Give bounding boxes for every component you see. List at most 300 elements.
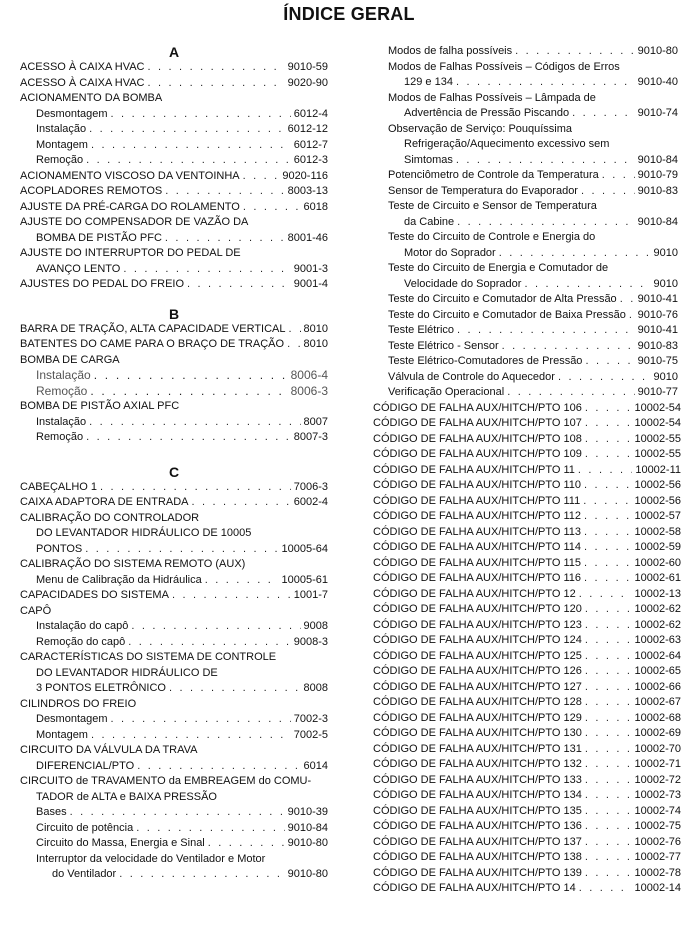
index-entry[interactable] [20, 619, 328, 635]
section-letter: A [168, 44, 180, 60]
index-entry-label: CARACTERÍSTICAS DO SISTEMA DE CONTROLE [20, 651, 277, 663]
index-entry-label: Teste do Circuito e Comutador de Alta Pressão [388, 293, 617, 305]
index-entry-page: 10002-65 [634, 665, 681, 677]
index-entry[interactable] [388, 354, 678, 370]
index-entry-label: Teste do Circuito de Energia e Comutador de [388, 262, 609, 274]
index-entry-page: 10002-58 [634, 525, 681, 538]
index-entry-label: CIRCUITO DA VÁLVULA DA TRAVA [20, 744, 198, 756]
index-entry[interactable] [20, 138, 328, 154]
index-entry-label: TADOR de ALTA e BAIXA PRESSÃO [36, 790, 217, 803]
dot-leader [137, 759, 300, 775]
index-entry-page: 10002-75 [634, 820, 681, 832]
index-entry-page: 10002-62 [634, 618, 681, 631]
dot-leader [579, 881, 632, 897]
index-entry[interactable] [388, 246, 678, 262]
index-entry[interactable] [373, 525, 681, 541]
dot-leader [91, 728, 291, 744]
dot-leader [507, 385, 634, 401]
index-entry-label: Modos de Falhas Possíveis – Códigos de Erros [388, 60, 620, 73]
index-entry-label: CÓDIGO DE FALHA AUX/HITCH/PTO 106 [373, 401, 582, 414]
index-entry[interactable] [373, 556, 681, 572]
index-entry-page: 9010 [653, 277, 678, 290]
index-entry[interactable] [20, 511, 328, 527]
index-entry-page: 10002-74 [634, 804, 681, 817]
index-entry[interactable] [373, 509, 681, 525]
index-entry[interactable] [20, 277, 328, 293]
dot-leader [585, 447, 632, 463]
index-entry[interactable] [373, 602, 681, 618]
index-entry-label: Montagem [36, 728, 88, 741]
index-entry-label: CÓDIGO DE FALHA AUX/HITCH/PTO 128 [373, 696, 582, 708]
index-entry-page: 9010-84 [287, 821, 328, 834]
index-entry-page: 10002-57 [634, 510, 681, 522]
dot-leader [499, 246, 651, 262]
index-entry[interactable] [388, 199, 678, 215]
dot-leader [585, 819, 632, 835]
index-entry[interactable] [20, 430, 328, 446]
index-entry-page: 10002-13 [634, 587, 681, 600]
index-entry[interactable] [20, 215, 328, 231]
index-entry[interactable] [388, 370, 678, 386]
index-entry-label: CÓDIGO DE FALHA AUX/HITCH/PTO 123 [373, 618, 582, 631]
index-entry[interactable] [373, 401, 681, 417]
index-entry-label: Verificação Operacional [388, 386, 505, 398]
dot-leader [192, 495, 291, 511]
index-entry[interactable] [373, 649, 681, 665]
index-entry[interactable] [20, 790, 328, 806]
index-entry-label: AJUSTE DO COMPENSADOR DE VAZÃO DA [20, 216, 249, 228]
index-entry-label: CÓDIGO DE FALHA AUX/HITCH/PTO 109 [373, 448, 582, 460]
index-entry-page: 10002-59 [634, 541, 681, 553]
index-entry-label: CÓDIGO DE FALHA AUX/HITCH/PTO 113 [373, 525, 582, 538]
index-entry[interactable] [388, 277, 678, 293]
index-entry[interactable] [20, 867, 328, 883]
index-entry-page: 9010-80 [287, 868, 328, 880]
index-entry-label: CÓDIGO DE FALHA AUX/HITCH/PTO 107 [373, 417, 582, 429]
index-entry-label: Teste Elétrico - Sensor [388, 339, 499, 352]
index-entry[interactable] [373, 587, 681, 603]
index-entry[interactable] [20, 542, 328, 558]
dot-leader [187, 277, 291, 293]
dot-leader [620, 292, 635, 308]
index-entry-label: Remoção [36, 431, 84, 443]
index-entry-label: ACESSO À CAIXA HVAC [20, 61, 145, 73]
dot-leader [585, 711, 632, 727]
index-entry[interactable] [373, 788, 681, 804]
dot-leader [205, 573, 279, 589]
dot-leader [585, 773, 632, 789]
index-entry-label: Teste do Circuito e Comutador de Baixa Pressão [388, 308, 626, 321]
index-entry-page: 10002-54 [634, 417, 681, 429]
index-entry[interactable] [388, 292, 678, 308]
section-letter: B [168, 305, 180, 322]
index-entry-page: 6002-4 [293, 496, 328, 508]
dot-leader [287, 337, 300, 353]
index-entry-label: CÓDIGO DE FALHA AUX/HITCH/PTO 124 [373, 634, 582, 646]
index-entry-page: 9001-4 [293, 278, 328, 290]
index-entry-label: CÓDIGO DE FALHA AUX/HITCH/PTO 114 [373, 541, 582, 553]
index-entry[interactable] [373, 633, 681, 649]
dot-leader [579, 587, 632, 603]
index-entry[interactable] [373, 835, 681, 851]
index-entry[interactable] [20, 557, 328, 573]
dot-leader [123, 262, 290, 278]
index-entry[interactable] [388, 230, 678, 246]
index-entry[interactable] [20, 666, 328, 682]
index-entry-label: BOMBA DE CARGA [20, 353, 120, 366]
dot-leader [169, 681, 301, 697]
dot-leader [585, 866, 632, 882]
index-entry[interactable] [20, 246, 328, 262]
dot-leader [119, 867, 284, 883]
index-entry-label: CÓDIGO DE FALHA AUX/HITCH/PTO 14 [373, 882, 576, 894]
index-entry-page: 6012-4 [293, 107, 328, 120]
index-entry[interactable] [388, 137, 678, 153]
index-entry[interactable] [373, 757, 681, 773]
index-entry-label: AJUSTE DA PRÉ-CARGA DO ROLAMENTO [20, 200, 240, 213]
index-entry[interactable] [20, 805, 328, 821]
index-entry-label: Observação de Serviço: Pouquíssima [388, 122, 573, 135]
index-entry-page: 10002-63 [634, 634, 681, 646]
index-entry[interactable] [20, 169, 328, 185]
index-entry-page: 9010-76 [637, 308, 678, 321]
index-entry-page: 9010-83 [637, 339, 678, 352]
index-entry-label: Sensor de Temperatura do Evaporador [388, 184, 578, 197]
index-entry-page: 10002-60 [634, 556, 681, 569]
index-entry-label: Remoção [36, 383, 88, 398]
dot-leader [128, 635, 290, 651]
index-entry-label: CALIBRAÇÃO DO SISTEMA REMOTO (AUX) [20, 558, 246, 570]
index-entry[interactable] [20, 415, 328, 431]
dot-leader [94, 368, 288, 384]
index-entry-page: 9010-80 [637, 45, 678, 57]
dot-leader [136, 821, 284, 837]
dot-leader [456, 75, 635, 91]
index-entry-label: CÓDIGO DE FALHA AUX/HITCH/PTO 111 [373, 494, 581, 507]
index-entry[interactable] [20, 384, 328, 400]
index-entry-label: CÓDIGO DE FALHA AUX/HITCH/PTO 112 [373, 510, 582, 522]
dot-leader [208, 836, 285, 852]
dot-leader [572, 106, 635, 122]
index-entry-label: Remoção [36, 154, 84, 166]
index-column-left [20, 40, 328, 883]
index-entry[interactable] [373, 726, 681, 742]
index-entry[interactable] [20, 153, 328, 169]
index-entry-label: DO LEVANTADOR HIDRÁULICO DE [36, 666, 218, 679]
index-entry[interactable] [388, 323, 678, 339]
dot-leader [456, 153, 635, 169]
index-entry-page: 8006-3 [290, 383, 328, 398]
index-entry-page: 9008-3 [293, 635, 328, 648]
dot-leader [91, 138, 291, 154]
dot-leader [585, 680, 632, 696]
index-entry-label: Instalação [36, 415, 87, 428]
dot-leader [70, 805, 285, 821]
index-entry[interactable] [20, 76, 328, 92]
index-entry-label: CIRCUITO de TRAVAMENTO da EMBREAGEM do COMU- [20, 775, 312, 787]
index-entry-label: CÓDIGO DE FALHA AUX/HITCH/PTO 134 [373, 789, 582, 801]
index-entry-page: 10005-64 [281, 542, 328, 555]
index-entry-label: CÓDIGO DE FALHA AUX/HITCH/PTO 120 [373, 603, 582, 615]
index-entry-label: CÓDIGO DE FALHA AUX/HITCH/PTO 132 [373, 758, 582, 770]
index-entry-page: 10002-77 [634, 851, 681, 863]
index-entry-page: 10002-11 [635, 463, 681, 476]
index-entry-label: CÓDIGO DE FALHA AUX/HITCH/PTO 129 [373, 711, 582, 724]
index-entry-label: 3 PONTOS ELETRÔNICO [36, 682, 166, 694]
index-entry[interactable] [373, 881, 681, 897]
dot-leader [243, 169, 280, 185]
dot-leader [585, 354, 634, 370]
dot-leader [578, 463, 632, 479]
index-entry[interactable] [20, 368, 328, 384]
index-entry-page: 10002-78 [634, 866, 681, 879]
index-entry[interactable] [373, 618, 681, 634]
index-entry[interactable] [373, 804, 681, 820]
dot-leader [86, 430, 291, 446]
dot-leader [585, 835, 632, 851]
index-entry[interactable] [388, 106, 678, 122]
index-entry-page: 9010-40 [637, 76, 678, 88]
index-entry[interactable] [20, 650, 328, 666]
index-entry[interactable] [20, 231, 328, 247]
index-entry-page: 8006-4 [290, 368, 328, 382]
index-entry-label: AJUSTE DO INTERRUPTOR DO PEDAL DE [20, 247, 241, 259]
dot-leader [100, 480, 291, 496]
index-entry-label: CÓDIGO DE FALHA AUX/HITCH/PTO 136 [373, 820, 582, 832]
index-entry-page: 10002-71 [634, 758, 681, 770]
index-entry[interactable] [20, 480, 328, 496]
dot-leader [584, 540, 631, 556]
index-entry-label: CAIXA ADAPTORA DE ENTRADA [20, 496, 189, 508]
index-entry[interactable] [388, 153, 678, 169]
dot-leader [585, 618, 632, 634]
index-entry[interactable] [373, 463, 681, 479]
index-entry-label: AJUSTES DO PEDAL DO FREIO [20, 278, 185, 290]
index-entry[interactable] [388, 184, 678, 200]
index-entry[interactable] [20, 122, 328, 138]
dot-leader [457, 215, 634, 231]
index-entry[interactable] [20, 184, 328, 200]
index-entry-label: AVANÇO LENTO [36, 262, 121, 275]
index-entry[interactable] [373, 571, 681, 587]
index-entry[interactable] [388, 215, 678, 231]
index-entry[interactable] [20, 697, 328, 713]
index-entry-label: Bases [36, 806, 67, 818]
index-entry-page: 10002-14 [634, 882, 681, 894]
page-title: ÍNDICE GERAL [283, 4, 415, 24]
index-entry-page: 6018 [303, 200, 328, 213]
index-entry[interactable] [20, 821, 328, 837]
index-entry-label: CÓDIGO DE FALHA AUX/HITCH/PTO 125 [373, 649, 582, 662]
index-entry[interactable] [373, 695, 681, 711]
index-entry[interactable] [388, 339, 678, 355]
dot-leader [585, 788, 632, 804]
index-entry-label: Refrigeração/Aquecimento excessivo sem [404, 138, 610, 150]
index-entry[interactable] [373, 416, 681, 432]
index-entry-page: 9010-59 [287, 61, 328, 73]
index-entry[interactable] [388, 60, 678, 76]
index-entry[interactable] [373, 494, 681, 510]
dot-leader [85, 542, 278, 558]
index-entry[interactable] [373, 742, 681, 758]
index-entry-page: 9010-80 [287, 837, 328, 849]
index-entry[interactable] [373, 711, 681, 727]
dot-leader [585, 602, 632, 618]
index-entry[interactable] [20, 728, 328, 744]
index-entry[interactable] [20, 399, 328, 415]
dot-leader [585, 804, 632, 820]
index-entry[interactable] [20, 262, 328, 278]
index-entry-page: 8007 [303, 415, 328, 428]
index-entry[interactable] [20, 681, 328, 697]
section-letter: C [168, 463, 180, 480]
index-entry-label: Interruptor da velocidade do Ventilador e Motor [36, 852, 266, 865]
index-entry[interactable] [20, 774, 328, 790]
index-column-right-codes [373, 401, 681, 897]
index-entry[interactable] [20, 495, 328, 511]
index-entry-label: CÓDIGO DE FALHA AUX/HITCH/PTO 115 [373, 556, 582, 569]
index-entry[interactable] [20, 836, 328, 852]
index-entry-page: 9010 [653, 370, 678, 383]
index-entry-page: 8008 [303, 682, 328, 694]
index-entry[interactable] [388, 122, 678, 138]
index-entry-page: 9010 [653, 246, 678, 259]
index-entry-label: CÓDIGO DE FALHA AUX/HITCH/PTO 135 [373, 804, 582, 817]
dot-leader [585, 757, 632, 773]
index-entry-page: 10002-69 [634, 727, 681, 739]
dot-leader [89, 122, 284, 138]
index-entry[interactable] [20, 322, 328, 338]
dot-leader [585, 432, 632, 448]
dot-leader [86, 153, 291, 169]
index-entry-page: 7006-3 [293, 480, 328, 493]
index-entry-page: 10002-56 [634, 494, 681, 507]
index-entry[interactable] [388, 308, 678, 324]
index-entry[interactable] [20, 604, 328, 620]
index-entry-label: CÓDIGO DE FALHA AUX/HITCH/PTO 127 [373, 680, 582, 693]
index-entry[interactable] [373, 478, 681, 494]
dot-leader [602, 168, 635, 184]
index-entry[interactable] [388, 385, 678, 401]
dot-leader [584, 509, 631, 525]
index-entry-label: Teste Elétrico-Comutadores de Pressão [388, 355, 583, 367]
index-entry[interactable] [373, 680, 681, 696]
index-entry-page: 9010-74 [637, 107, 678, 119]
index-entry-label: Circuito de potência [36, 821, 134, 834]
index-entry[interactable] [373, 850, 681, 866]
dot-leader [585, 416, 632, 432]
index-entry-page: 10002-61 [634, 572, 681, 584]
index-entry[interactable] [20, 200, 328, 216]
index-entry[interactable] [20, 759, 328, 775]
index-entry-label: ACIONAMENTO DA BOMBA [20, 92, 163, 104]
index-entry[interactable] [373, 664, 681, 680]
index-entry[interactable] [20, 337, 328, 353]
dot-leader [581, 184, 635, 200]
dot-leader [584, 478, 631, 494]
index-entry-page: 6012-3 [293, 154, 328, 166]
index-entry-label: Remoção do capô [36, 635, 126, 648]
index-entry-label: Instalação [36, 123, 87, 135]
index-entry-page: 8003-13 [287, 185, 328, 197]
index-entry-label: Instalação do capô [36, 620, 129, 632]
index-entry[interactable] [388, 91, 678, 107]
index-entry[interactable] [388, 75, 678, 91]
index-entry-page: 10002-62 [634, 603, 681, 615]
index-entry-label: do Ventilador [52, 868, 117, 880]
index-entry-label: Teste do Circuito de Controle e Energia do [388, 231, 596, 243]
index-entry[interactable] [20, 635, 328, 651]
index-entry-label: CALIBRAÇÃO DO CONTROLADOR [20, 511, 200, 524]
index-entry-page: 9010-41 [637, 324, 678, 336]
dot-leader [524, 277, 650, 293]
index-entry[interactable] [373, 447, 681, 463]
dot-leader [584, 525, 631, 541]
dot-leader [585, 649, 632, 665]
index-entry[interactable] [20, 712, 328, 728]
index-entry[interactable] [20, 91, 328, 107]
index-entry[interactable] [373, 866, 681, 882]
index-entry[interactable] [20, 107, 328, 123]
index-entry-label: CABEÇALHO 1 [20, 480, 98, 493]
index-entry[interactable] [388, 168, 678, 184]
index-entry[interactable] [20, 852, 328, 868]
dot-leader [289, 322, 301, 338]
index-entry[interactable] [373, 819, 681, 835]
dot-leader [515, 44, 634, 60]
index-entry-label: CÓDIGO DE FALHA AUX/HITCH/PTO 12 [373, 587, 576, 600]
dot-leader [243, 200, 301, 216]
index-entry-label: da Cabine [404, 215, 455, 228]
index-entry[interactable] [388, 44, 678, 60]
dot-leader [148, 76, 285, 92]
index-entry[interactable] [20, 588, 328, 604]
index-entry[interactable] [20, 353, 328, 369]
index-entry[interactable] [373, 540, 681, 556]
index-entry-page: 10002-68 [634, 711, 681, 724]
index-entry-label: CÓDIGO DE FALHA AUX/HITCH/PTO 133 [373, 773, 582, 786]
index-entry[interactable] [373, 432, 681, 448]
index-entry[interactable] [20, 573, 328, 589]
index-entry-label: Potenciômetro de Controle da Temperatura [388, 169, 599, 181]
index-entry-label: 129 e 134 [404, 76, 453, 88]
index-entry-page: 6014 [303, 759, 328, 772]
index-entry-page: 8010 [303, 322, 328, 335]
index-entry[interactable] [20, 743, 328, 759]
dot-leader [558, 370, 651, 386]
dot-leader [585, 726, 632, 742]
index-entry[interactable] [20, 526, 328, 542]
index-entry-page: 9010-79 [637, 169, 678, 181]
dot-leader [148, 60, 285, 76]
index-entry[interactable] [20, 60, 328, 76]
index-entry-page: 9010-75 [637, 355, 678, 367]
index-entry-page: 9010-77 [637, 386, 678, 398]
index-entry-page: 10002-64 [634, 649, 681, 662]
index-entry-page: 10002-56 [634, 479, 681, 491]
index-entry[interactable] [373, 773, 681, 789]
index-entry-page: 9008 [303, 620, 328, 632]
index-entry-page: 9020-116 [282, 169, 328, 182]
index-entry-label: Advertência de Pressão Piscando [404, 107, 570, 119]
index-column-right-top [388, 44, 678, 401]
index-entry-label: BOMBA DE PISTÃO PFC [36, 231, 162, 244]
dot-leader [89, 415, 300, 431]
index-entry[interactable] [388, 261, 678, 277]
dot-leader [584, 571, 631, 587]
index-entry-label: CÓDIGO DE FALHA AUX/HITCH/PTO 139 [373, 866, 582, 879]
index-entry-label: ACOPLADORES REMOTOS [20, 185, 163, 197]
